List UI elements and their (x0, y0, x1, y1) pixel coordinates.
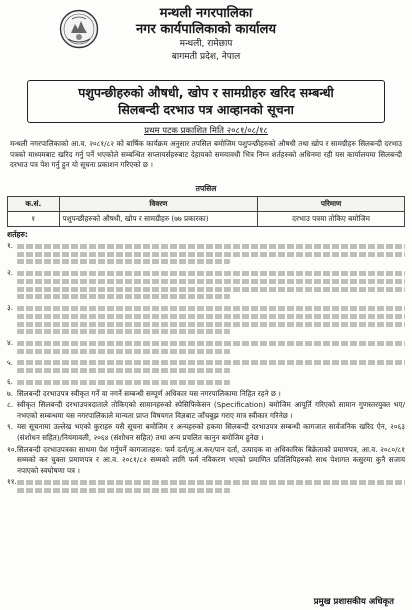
intro-paragraph: मन्थली नगरपालिकाको आ.व. २०८१/८२ को बार्षिक कार्यक्रम अनुसार तपसिल बमोजिम पशुपन्छीहरुको औषधी तथा खोप र सामग्रीहरु सिलबन्दी दरभाउ पत्रको माध्यमबाट खरिद गर्नु पर्ने भएकोले सम्बन्धित सप्लायर्सहरुबाट देहायको समयावधी भित्र निम्न शर्तहरुको अधिनमा रही यस कार्यालयमा सिलबन्दी दरभाउ पत्र पेश गर्नु हुन यो सूचना प्रकाशन गरिएको छ । (10, 139, 402, 170)
condition-illegible-text (17, 241, 405, 267)
notice-title-line-2: सिलबन्दी दरभाउ पत्र आव्हानको सूचना (118, 102, 294, 117)
government-emblem-icon (59, 9, 99, 49)
schedule-table (7, 196, 405, 227)
condition-illegible-text (17, 338, 405, 356)
condition-item (7, 377, 405, 388)
condition-number: ३. (7, 303, 14, 313)
schedule-cell-sn: १ (8, 212, 60, 227)
condition-item (7, 338, 405, 356)
condition-item (7, 422, 405, 443)
condition-number: ९. (7, 422, 14, 432)
conditions-heading: शर्तहरु: (7, 230, 28, 239)
condition-text: स्वीकृत सिलबन्दी दरभाउपत्रदाताले तोकिएको सामानहरुको स्पेसिफिकेसन (Specification) बमोजिम आपूर्ति गरिएको सामान गुणस्तरयुक्त भए/नभएको सम्बन्धमा यस नगरपालिकाले मान्यता प्राप्त विषयगत विज्ञबाट जाँचबुझ गराए मात्र स्वीकार गरिनेछ । (17, 400, 405, 420)
office-name: नगर कार्यपालिकाको कार्यालय (135, 22, 277, 37)
condition-item (7, 477, 405, 495)
condition-number: १. (7, 241, 14, 250)
table-row (8, 212, 405, 227)
office-location: मन्थली, रामेछाप (179, 39, 233, 49)
publish-date (7, 125, 405, 137)
schedule-header-row (8, 197, 405, 212)
province-country: बागमती प्रदेश, नेपाल (171, 52, 241, 62)
condition-item (7, 358, 405, 376)
schedule-caption: तपसिल (195, 184, 217, 193)
condition-number: ८. (7, 400, 14, 410)
condition-number: २. (7, 268, 14, 278)
publish-date-value: २०८१/०८/१८ (226, 126, 268, 136)
condition-number: ११. (7, 477, 17, 487)
condition-item (7, 303, 405, 337)
schedule-cell-qty: दरभाउ पत्रमा तोकिए बमोजिम (258, 212, 405, 227)
condition-number: ४. (7, 338, 14, 348)
condition-number: ६. (7, 376, 14, 386)
notice-title-line-1: पशुपन्छीहरुको औषधी, खोप र सामग्रीहरु खरिद सम्बन्धी (78, 85, 334, 100)
condition-text: यस सूचनामा उल्लेख भएको कुराहरु यसै सूचना बमोजिम र अन्यहरुको हकमा सिलबन्दी दरभाउपत्र सम्बन्धी कागजात सार्वजनिक खरिद ऐन, २०६३ (संशोधन सहित)/नियमावली, २०६४ (संशोधन सहित) तथा अन्य प्रचलित कानुन बमोजिम हुनेछ । (17, 422, 405, 442)
condition-number: ५. (7, 357, 14, 367)
schedule-col-sn: क.सं. (8, 197, 60, 212)
letterhead (7, 6, 405, 76)
condition-item (7, 268, 405, 302)
schedule-col-desc: विवरण (59, 197, 258, 212)
condition-item (7, 400, 405, 421)
municipality-name: मन्थली नगरपालिका (159, 6, 253, 21)
condition-number: १०. (7, 444, 17, 454)
condition-item (7, 445, 405, 477)
notice-title-box (27, 80, 385, 123)
condition-item (7, 241, 405, 267)
condition-item (7, 389, 405, 400)
condition-illegible-text (17, 303, 405, 337)
condition-number: ७. (7, 388, 14, 398)
publish-date-label: प्रथम पटक प्रकाशित मिति (144, 126, 225, 136)
condition-text: सिलबन्दी दरभाउपत्र स्वीकृत गर्ने वा नगर्ने सम्बन्धी सम्पूर्ण अधिकार यस नगरपालिकामा निहित रहने छ । (17, 388, 281, 398)
condition-illegible-text (17, 358, 405, 376)
signatory-title: प्रमुख प्रशासकीय अधिकृत (313, 597, 394, 607)
condition-illegible-text (17, 377, 405, 388)
schedule-col-qty: परिमाण (258, 197, 405, 212)
schedule-cell-desc: पशुपन्छीहरुको औषधी, खोप र सामग्रीहरु (७७ प्रकारका) (59, 212, 258, 227)
condition-illegible-text (17, 268, 405, 302)
condition-illegible-text (17, 477, 405, 495)
condition-text: सिलबन्दी दरभाउपत्रका साथमा पेश गर्नुपर्ने कागजातहरु: फर्म दर्ता/मु.अ.कर/पान दर्ता, उत्पादक वा अधिकारिक बिक्रेताको प्रमाणपत्र, आ.व. २०८०/८१ सम्मको कर चुक्ता प्रमाणपत्र र आ.व. २०८१/८२ सम्मको लागि फर्म नविकरण भएको प्रमाणित प्रतिलिपिहरुको साथ पेशागत कसुरमा कुनै सजाय नपाएको स्वघोषणा पत्र । (17, 444, 405, 475)
